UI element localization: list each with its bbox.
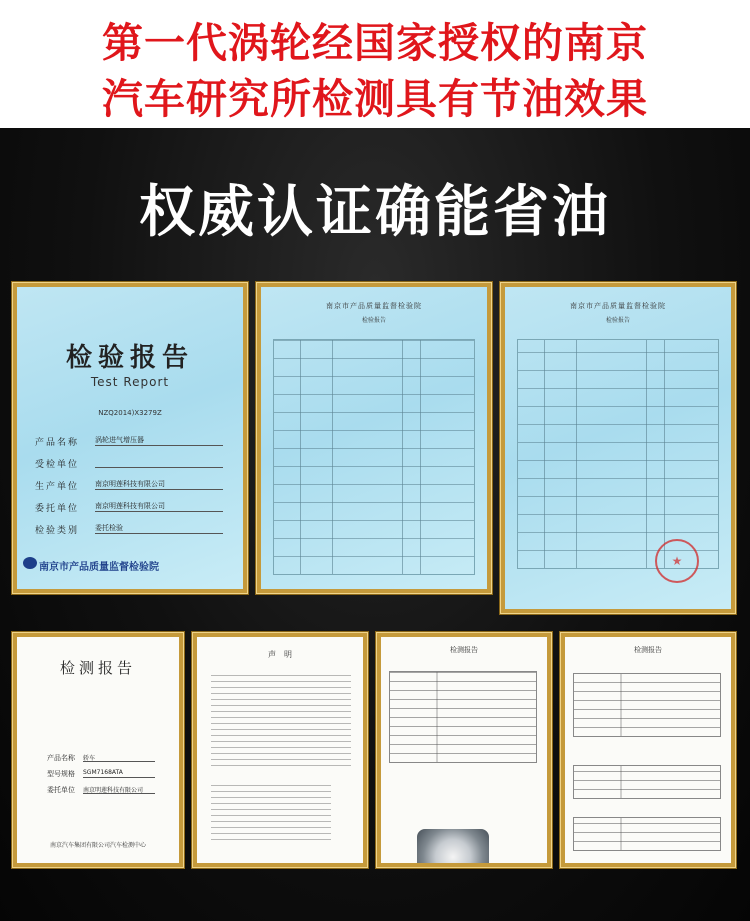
statement-page (197, 637, 363, 863)
field-value: 南京明莲科技有限公司 (83, 785, 155, 794)
banner-line-1: 第一代涡轮经国家授权的南京 (102, 19, 648, 67)
cover-field-applicant (35, 501, 225, 517)
report-cover (17, 287, 243, 589)
page-2-header: 南京市产品质量监督检验院 (326, 302, 422, 310)
page-3-stamp-icon (655, 539, 699, 583)
field-value: 委托检验 (95, 523, 223, 534)
field-value: 南京明莲科技有限公司 (95, 501, 223, 512)
report-page-3 (505, 287, 731, 609)
field-value: SGM7168ATA (83, 769, 155, 778)
top-banner (0, 0, 750, 128)
test-report-title: 检测报告 (59, 659, 136, 677)
statement-title: 声 明 (268, 650, 292, 659)
field-label: 产品名称 (35, 438, 80, 448)
report-cover-frame (12, 282, 248, 594)
field-value: 涡轮进气增压器 (95, 435, 223, 446)
data-page-1-title: 检测报告 (450, 646, 478, 654)
field-label: 产品名称 (47, 754, 75, 762)
cover-field-inspected (35, 457, 225, 473)
field-label: 委托单位 (35, 504, 80, 514)
cover-title: 检验报告 (65, 343, 194, 373)
data-page-1-frame (376, 632, 552, 868)
cover-field-manufacturer (35, 479, 225, 495)
headline: 权威认证确能省油 (139, 180, 611, 245)
data-page-1 (381, 637, 547, 863)
cover-field-product (35, 435, 225, 451)
report-page-3-frame (500, 282, 736, 614)
statement-page-frame (192, 632, 368, 868)
cover-subtitle: Test Report (90, 375, 170, 389)
page-3-header: 南京市产品质量监督检验院 (570, 302, 666, 310)
page-3-subheader: 检验报告 (605, 317, 630, 324)
data-page-2 (565, 637, 731, 863)
doc4-field-client (47, 785, 157, 795)
data-page-2-frame (560, 632, 736, 868)
doc4-field-model (47, 769, 157, 779)
data-page-2-title: 检测报告 (634, 646, 662, 654)
data-page-2-table-2 (573, 765, 721, 799)
field-value: 轿车 (83, 753, 155, 762)
test-report-cover-frame (12, 632, 184, 868)
test-report-cover (17, 637, 179, 863)
report-page-2 (261, 287, 487, 589)
field-label: 受检单位 (35, 460, 80, 470)
statement-contact-text (211, 785, 331, 845)
field-value (95, 457, 223, 468)
data-page-2-table-3 (573, 817, 721, 851)
cover-institute: 南京市产品质量监督检验院 (39, 562, 159, 573)
statement-text (211, 671, 351, 771)
doc4-field-product (47, 753, 157, 763)
data-page-2-table-1 (573, 673, 721, 737)
page-2-subheader: 检验报告 (361, 317, 386, 324)
cover-field-category (35, 523, 225, 539)
report-page-2-frame (256, 282, 492, 594)
field-label: 生产单位 (35, 482, 80, 492)
doc4-footer: 南京汽车集团有限公司汽车检测中心 (49, 842, 146, 849)
banner-line-2: 汽车研究所检测具有节油效果 (102, 75, 648, 123)
field-value: 南京明莲科技有限公司 (95, 479, 223, 490)
field-label: 型号规格 (47, 770, 75, 778)
cover-number: NZQ2014)X3279Z (98, 409, 162, 417)
field-label: 委托单位 (47, 786, 75, 794)
page-3-table (517, 339, 719, 569)
field-label: 检验类别 (35, 526, 80, 536)
page-2-table (273, 339, 475, 575)
data-page-1-table (389, 671, 537, 763)
turbo-fan-photo (417, 829, 489, 863)
institute-logo-icon (23, 557, 37, 569)
